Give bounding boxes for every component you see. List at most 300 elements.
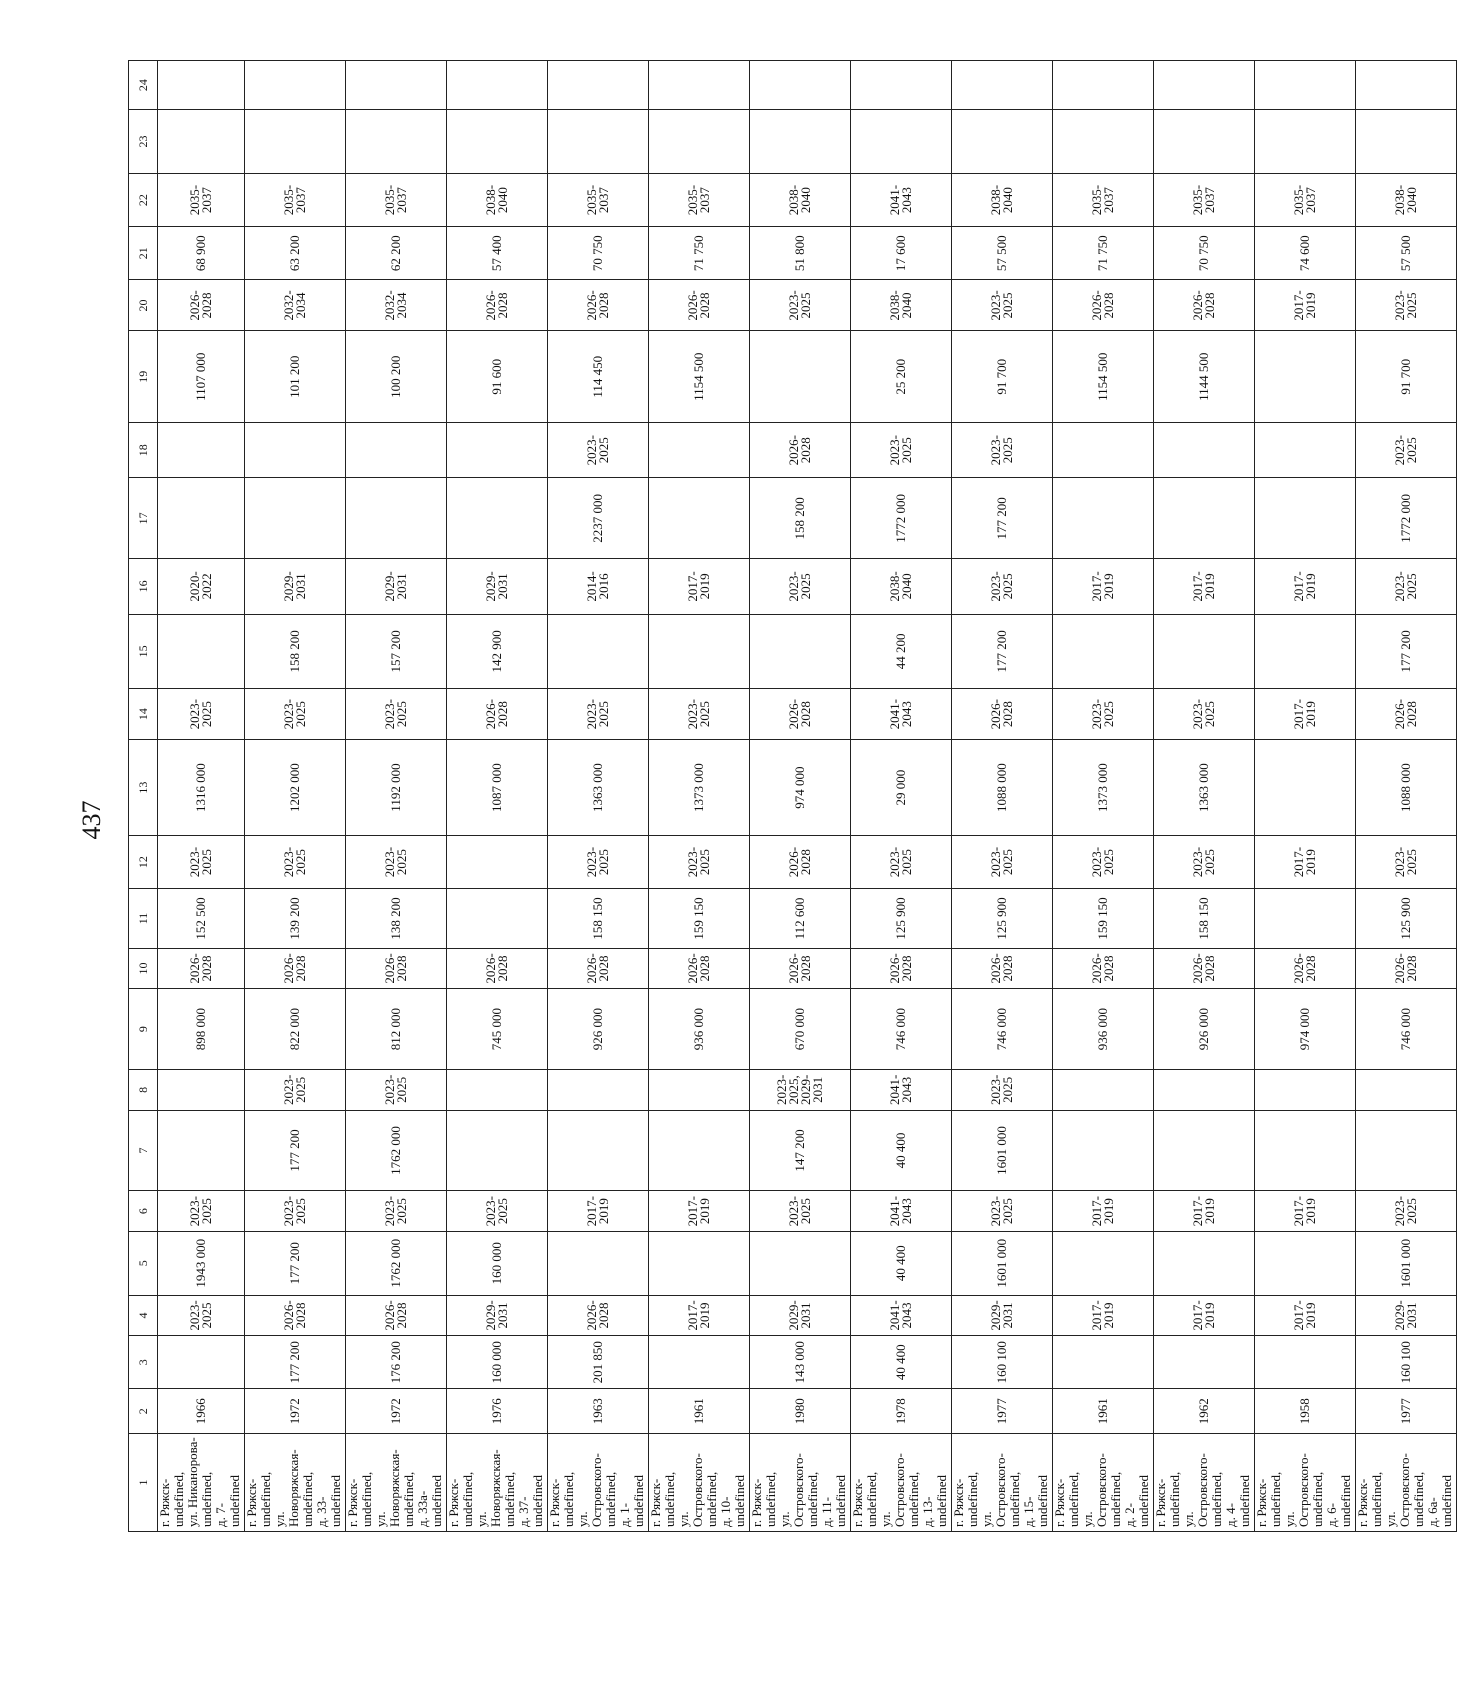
cell-col-11: 125 900	[851, 889, 952, 949]
cell-col-10: 2026- 2028	[245, 948, 346, 988]
cell-col-2: 1958	[1255, 1389, 1356, 1434]
cell-col-7: 40 400	[851, 1110, 952, 1191]
cell-col-12: 2023- 2025	[1053, 835, 1154, 888]
cell-col-22: 2041- 2043	[851, 173, 952, 226]
cell-col-8	[548, 1070, 649, 1110]
cell-col-24	[750, 61, 851, 110]
cell-col-5	[548, 1231, 649, 1295]
cell-col-16: 2020- 2022	[158, 559, 245, 614]
cell-col-9: 936 000	[649, 989, 750, 1070]
column-number-11: 11	[129, 889, 158, 949]
cell-col-21: 63 200	[245, 227, 346, 280]
cell-col-11: 125 900	[1356, 889, 1457, 949]
column-number-3: 3	[129, 1336, 158, 1389]
cell-col-12: 2023- 2025	[1356, 835, 1457, 888]
cell-col-14: 2023- 2025	[548, 689, 649, 740]
table-row	[952, 61, 1053, 1532]
address-cell: г. Ряжск- undefined, ул. Новоряжская- undefined, д. 33а- undefined	[346, 1434, 447, 1532]
cell-col-9: 926 000	[1154, 989, 1255, 1070]
cell-col-11: 139 200	[245, 889, 346, 949]
cell-col-24	[1154, 61, 1255, 110]
cell-col-7	[447, 1110, 548, 1191]
cell-col-15: 158 200	[245, 614, 346, 689]
cell-col-17	[1154, 478, 1255, 559]
cell-col-15: 44 200	[851, 614, 952, 689]
cell-col-10: 2026- 2028	[548, 948, 649, 988]
address-cell: г. Ряжск- undefined, ул. Островского- undefined, д. 4- undefined	[1154, 1434, 1255, 1532]
cell-col-15	[1255, 614, 1356, 689]
cell-col-13: 1087 000	[447, 740, 548, 836]
cell-col-6: 2017- 2019	[548, 1191, 649, 1231]
cell-col-15	[1053, 614, 1154, 689]
address-cell: г. Ряжск- undefined, ул. Островского- undefined, д. 6а- undefined	[1356, 1434, 1457, 1532]
cell-col-23	[1356, 110, 1457, 174]
cell-col-15	[1154, 614, 1255, 689]
column-number-18: 18	[129, 423, 158, 478]
column-number-23: 23	[129, 110, 158, 174]
cell-col-2: 1976	[447, 1389, 548, 1434]
cell-col-10: 2026- 2028	[1356, 948, 1457, 988]
cell-col-4: 2041- 2043	[851, 1295, 952, 1335]
cell-col-24	[245, 61, 346, 110]
cell-col-23	[245, 110, 346, 174]
cell-col-12: 2017- 2019	[1255, 835, 1356, 888]
cell-col-20: 2026- 2028	[1053, 280, 1154, 331]
cell-col-9: 898 000	[158, 989, 245, 1070]
cell-col-17	[1053, 478, 1154, 559]
data-table	[128, 60, 1457, 1532]
cell-col-17	[649, 478, 750, 559]
cell-col-23	[851, 110, 952, 174]
cell-col-17: 1772 000	[851, 478, 952, 559]
cell-col-5: 177 200	[245, 1231, 346, 1295]
cell-col-14: 2017- 2019	[1255, 689, 1356, 740]
cell-col-24	[158, 61, 245, 110]
cell-col-12: 2026- 2028	[750, 835, 851, 888]
cell-col-7: 147 200	[750, 1110, 851, 1191]
cell-col-4: 2023- 2025	[158, 1295, 245, 1335]
column-number-14: 14	[129, 689, 158, 740]
cell-col-16: 2023- 2025	[952, 559, 1053, 614]
cell-col-5	[649, 1231, 750, 1295]
address-cell: г. Ряжск- undefined, ул. Никанорова- undefined, д. 7- undefined	[158, 1434, 245, 1532]
cell-col-5: 1601 000	[952, 1231, 1053, 1295]
address-cell: г. Ряжск- undefined, ул. Островского- undefined, д. 6- undefined	[1255, 1434, 1356, 1532]
cell-col-5	[1053, 1231, 1154, 1295]
cell-col-18	[1255, 423, 1356, 478]
table-row	[245, 61, 346, 1532]
cell-col-13: 29 000	[851, 740, 952, 836]
table-row	[346, 61, 447, 1532]
cell-col-4: 2029- 2031	[750, 1295, 851, 1335]
cell-col-5	[1255, 1231, 1356, 1295]
cell-col-6: 2017- 2019	[1255, 1191, 1356, 1231]
cell-col-9: 936 000	[1053, 989, 1154, 1070]
cell-col-18: 2023- 2025	[1356, 423, 1457, 478]
cell-col-15: 177 200	[1356, 614, 1457, 689]
cell-col-15	[649, 614, 750, 689]
cell-col-3	[1154, 1336, 1255, 1389]
cell-col-24	[346, 61, 447, 110]
address-cell: г. Ряжск- undefined, ул. Новоряжская- undefined, д. 37- undefined	[447, 1434, 548, 1532]
cell-col-17: 2237 000	[548, 478, 649, 559]
cell-col-19: 100 200	[346, 331, 447, 423]
cell-col-23	[548, 110, 649, 174]
cell-col-8	[447, 1070, 548, 1110]
cell-col-5: 1943 000	[158, 1231, 245, 1295]
cell-col-12: 2023- 2025	[952, 835, 1053, 888]
cell-col-22: 2035- 2037	[158, 173, 245, 226]
cell-col-21: 57 400	[447, 227, 548, 280]
cell-col-12: 2023- 2025	[158, 835, 245, 888]
cell-col-17	[346, 478, 447, 559]
cell-col-11: 158 150	[548, 889, 649, 949]
table-row	[447, 61, 548, 1532]
cell-col-14: 2023- 2025	[1053, 689, 1154, 740]
column-number-9: 9	[129, 989, 158, 1070]
cell-col-22: 2038- 2040	[1356, 173, 1457, 226]
cell-col-6: 2017- 2019	[649, 1191, 750, 1231]
cell-col-20: 2032- 2034	[245, 280, 346, 331]
cell-col-2: 1966	[158, 1389, 245, 1434]
cell-col-11: 159 150	[1053, 889, 1154, 949]
cell-col-22: 2035- 2037	[346, 173, 447, 226]
cell-col-6: 2023- 2025	[1356, 1191, 1457, 1231]
column-number-2: 2	[129, 1389, 158, 1434]
cell-col-20: 2038- 2040	[851, 280, 952, 331]
cell-col-20: 2026- 2028	[548, 280, 649, 331]
cell-col-7	[548, 1110, 649, 1191]
cell-col-16: 2023- 2025	[1356, 559, 1457, 614]
cell-col-13: 1202 000	[245, 740, 346, 836]
cell-col-10: 2026- 2028	[447, 948, 548, 988]
column-number-22: 22	[129, 173, 158, 226]
cell-col-3: 160 000	[447, 1336, 548, 1389]
cell-col-9: 926 000	[548, 989, 649, 1070]
cell-col-18: 2023- 2025	[548, 423, 649, 478]
address-cell: г. Ряжск- undefined, ул. Новоряжская- undefined, д. 33- undefined	[245, 1434, 346, 1532]
cell-col-17: 158 200	[750, 478, 851, 559]
cell-col-4: 2026- 2028	[346, 1295, 447, 1335]
cell-col-8: 2023- 2025	[245, 1070, 346, 1110]
cell-col-20: 2026- 2028	[158, 280, 245, 331]
cell-col-16: 2038- 2040	[851, 559, 952, 614]
cell-col-12: 2023- 2025	[346, 835, 447, 888]
cell-col-19	[1255, 331, 1356, 423]
cell-col-7	[1154, 1110, 1255, 1191]
column-number-4: 4	[129, 1295, 158, 1335]
cell-col-9: 746 000	[952, 989, 1053, 1070]
cell-col-4: 2029- 2031	[1356, 1295, 1457, 1335]
cell-col-2: 1980	[750, 1389, 851, 1434]
cell-col-22: 2035- 2037	[1053, 173, 1154, 226]
cell-col-3: 201 850	[548, 1336, 649, 1389]
cell-col-16: 2029- 2031	[447, 559, 548, 614]
cell-col-2: 1977	[1356, 1389, 1457, 1434]
column-number-10: 10	[129, 948, 158, 988]
cell-col-7	[1356, 1110, 1457, 1191]
cell-col-18	[649, 423, 750, 478]
cell-col-7: 1762 000	[346, 1110, 447, 1191]
cell-col-10: 2026- 2028	[346, 948, 447, 988]
column-number-13: 13	[129, 740, 158, 836]
cell-col-21: 71 750	[649, 227, 750, 280]
cell-col-20: 2026- 2028	[649, 280, 750, 331]
cell-col-8	[649, 1070, 750, 1110]
cell-col-14: 2023- 2025	[245, 689, 346, 740]
cell-col-21: 17 600	[851, 227, 952, 280]
cell-col-7	[1255, 1110, 1356, 1191]
cell-col-3: 176 200	[346, 1336, 447, 1389]
cell-col-21: 74 600	[1255, 227, 1356, 280]
address-cell: г. Ряжск- undefined, ул. Островского- undefined, д. 15- undefined	[952, 1434, 1053, 1532]
cell-col-21: 51 800	[750, 227, 851, 280]
column-number-8: 8	[129, 1070, 158, 1110]
cell-col-18: 2026- 2028	[750, 423, 851, 478]
address-cell: г. Ряжск- undefined, ул. Островского- undefined, д. 10- undefined	[649, 1434, 750, 1532]
cell-col-21: 70 750	[1154, 227, 1255, 280]
cell-col-15: 157 200	[346, 614, 447, 689]
cell-col-11: 152 500	[158, 889, 245, 949]
cell-col-2: 1962	[1154, 1389, 1255, 1434]
cell-col-3: 160 100	[1356, 1336, 1457, 1389]
cell-col-8: 2023- 2025, 2029- 2031	[750, 1070, 851, 1110]
cell-col-22: 2035- 2037	[649, 173, 750, 226]
cell-col-6: 2023- 2025	[346, 1191, 447, 1231]
cell-col-9: 746 000	[1356, 989, 1457, 1070]
cell-col-14: 2023- 2025	[649, 689, 750, 740]
cell-col-4: 2017- 2019	[649, 1295, 750, 1335]
address-cell: г. Ряжск- undefined, ул. Островского- undefined, д. 13- undefined	[851, 1434, 952, 1532]
cell-col-3	[158, 1336, 245, 1389]
cell-col-24	[851, 61, 952, 110]
cell-col-6: 2041- 2043	[851, 1191, 952, 1231]
cell-col-16: 2017- 2019	[1154, 559, 1255, 614]
cell-col-10: 2026- 2028	[158, 948, 245, 988]
cell-col-8	[158, 1070, 245, 1110]
cell-col-24	[1053, 61, 1154, 110]
cell-col-15: 142 900	[447, 614, 548, 689]
cell-col-11: 159 150	[649, 889, 750, 949]
cell-col-17	[158, 478, 245, 559]
cell-col-19: 91 600	[447, 331, 548, 423]
cell-col-16: 2029- 2031	[346, 559, 447, 614]
cell-col-10: 2026- 2028	[1255, 948, 1356, 988]
cell-col-6: 2023- 2025	[952, 1191, 1053, 1231]
table-row	[649, 61, 750, 1532]
cell-col-15	[158, 614, 245, 689]
cell-col-18	[1154, 423, 1255, 478]
cell-col-19: 1154 500	[649, 331, 750, 423]
cell-col-9: 746 000	[851, 989, 952, 1070]
column-number-20: 20	[129, 280, 158, 331]
cell-col-2: 1961	[649, 1389, 750, 1434]
cell-col-11: 158 150	[1154, 889, 1255, 949]
cell-col-9: 974 000	[1255, 989, 1356, 1070]
cell-col-18	[1053, 423, 1154, 478]
cell-col-2: 1963	[548, 1389, 649, 1434]
cell-col-19: 1144 500	[1154, 331, 1255, 423]
cell-col-13: 974 000	[750, 740, 851, 836]
cell-col-24	[649, 61, 750, 110]
cell-col-13: 1363 000	[1154, 740, 1255, 836]
cell-col-13: 1088 000	[1356, 740, 1457, 836]
cell-col-23	[1255, 110, 1356, 174]
cell-col-21: 62 200	[346, 227, 447, 280]
cell-col-23	[1053, 110, 1154, 174]
cell-col-2: 1972	[346, 1389, 447, 1434]
cell-col-13: 1373 000	[1053, 740, 1154, 836]
cell-col-8	[1154, 1070, 1255, 1110]
cell-col-13: 1088 000	[952, 740, 1053, 836]
cell-col-20: 2023- 2025	[750, 280, 851, 331]
cell-col-21: 68 900	[158, 227, 245, 280]
cell-col-6: 2023- 2025	[158, 1191, 245, 1231]
address-cell: г. Ряжск- undefined, ул. Островского- undefined, д. 11- undefined	[750, 1434, 851, 1532]
cell-col-21: 57 500	[1356, 227, 1457, 280]
cell-col-6: 2023- 2025	[750, 1191, 851, 1231]
cell-col-8	[1053, 1070, 1154, 1110]
cell-col-17: 1772 000	[1356, 478, 1457, 559]
cell-col-19: 101 200	[245, 331, 346, 423]
cell-col-11: 138 200	[346, 889, 447, 949]
cell-col-18: 2023- 2025	[952, 423, 1053, 478]
cell-col-6: 2017- 2019	[1053, 1191, 1154, 1231]
cell-col-13: 1373 000	[649, 740, 750, 836]
cell-col-13: 1192 000	[346, 740, 447, 836]
cell-col-3: 160 100	[952, 1336, 1053, 1389]
table-row	[1255, 61, 1356, 1532]
cell-col-23	[158, 110, 245, 174]
cell-col-19: 1107 000	[158, 331, 245, 423]
column-number-24: 24	[129, 61, 158, 110]
cell-col-20: 2023- 2025	[1356, 280, 1457, 331]
cell-col-4: 2029- 2031	[447, 1295, 548, 1335]
cell-col-13: 1316 000	[158, 740, 245, 836]
cell-col-21: 71 750	[1053, 227, 1154, 280]
cell-col-3	[1255, 1336, 1356, 1389]
cell-col-10: 2026- 2028	[1053, 948, 1154, 988]
cell-col-16: 2017- 2019	[1053, 559, 1154, 614]
cell-col-4: 2026- 2028	[245, 1295, 346, 1335]
cell-col-23	[649, 110, 750, 174]
cell-col-15	[750, 614, 851, 689]
cell-col-6: 2017- 2019	[1154, 1191, 1255, 1231]
cell-col-3	[649, 1336, 750, 1389]
cell-col-5: 1601 000	[1356, 1231, 1457, 1295]
cell-col-12	[447, 835, 548, 888]
cell-col-18	[245, 423, 346, 478]
table-row	[1053, 61, 1154, 1532]
column-number-12: 12	[129, 835, 158, 888]
column-number-6: 6	[129, 1191, 158, 1231]
cell-col-17	[447, 478, 548, 559]
cell-col-19: 91 700	[952, 331, 1053, 423]
cell-col-20: 2026- 2028	[1154, 280, 1255, 331]
cell-col-12: 2023- 2025	[548, 835, 649, 888]
cell-col-12: 2023- 2025	[245, 835, 346, 888]
column-number-16: 16	[129, 559, 158, 614]
cell-col-22: 2038- 2040	[952, 173, 1053, 226]
cell-col-22: 2038- 2040	[447, 173, 548, 226]
cell-col-7	[158, 1110, 245, 1191]
header-row	[129, 61, 158, 1532]
cell-col-5: 40 400	[851, 1231, 952, 1295]
column-number-17: 17	[129, 478, 158, 559]
cell-col-24	[548, 61, 649, 110]
cell-col-5	[750, 1231, 851, 1295]
cell-col-2: 1961	[1053, 1389, 1154, 1434]
cell-col-14: 2026- 2028	[447, 689, 548, 740]
cell-col-4: 2017- 2019	[1154, 1295, 1255, 1335]
cell-col-20: 2032- 2034	[346, 280, 447, 331]
cell-col-7: 1601 000	[952, 1110, 1053, 1191]
cell-col-5: 1762 000	[346, 1231, 447, 1295]
cell-col-19: 114 450	[548, 331, 649, 423]
cell-col-3: 143 000	[750, 1336, 851, 1389]
table-row	[548, 61, 649, 1532]
cell-col-5: 160 000	[447, 1231, 548, 1295]
cell-col-3	[1053, 1336, 1154, 1389]
cell-col-18	[158, 423, 245, 478]
cell-col-16: 2017- 2019	[1255, 559, 1356, 614]
cell-col-15	[548, 614, 649, 689]
cell-col-14: 2026- 2028	[750, 689, 851, 740]
cell-col-10: 2026- 2028	[1154, 948, 1255, 988]
cell-col-8: 2023- 2025	[346, 1070, 447, 1110]
cell-col-20: 2026- 2028	[447, 280, 548, 331]
cell-col-10: 2026- 2028	[649, 948, 750, 988]
cell-col-10: 2026- 2028	[750, 948, 851, 988]
cell-col-2: 1977	[952, 1389, 1053, 1434]
cell-col-10: 2026- 2028	[952, 948, 1053, 988]
cell-col-14: 2023- 2025	[158, 689, 245, 740]
cell-col-9: 812 000	[346, 989, 447, 1070]
cell-col-22: 2035- 2037	[245, 173, 346, 226]
column-number-7: 7	[129, 1110, 158, 1191]
cell-col-3: 177 200	[245, 1336, 346, 1389]
cell-col-8	[1255, 1070, 1356, 1110]
cell-col-12: 2023- 2025	[851, 835, 952, 888]
cell-col-20: 2023- 2025	[952, 280, 1053, 331]
cell-col-20: 2017- 2019	[1255, 280, 1356, 331]
cell-col-11: 125 900	[952, 889, 1053, 949]
cell-col-18	[346, 423, 447, 478]
cell-col-19: 1154 500	[1053, 331, 1154, 423]
cell-col-2: 1972	[245, 1389, 346, 1434]
cell-col-24	[1255, 61, 1356, 110]
cell-col-18: 2023- 2025	[851, 423, 952, 478]
cell-col-19	[750, 331, 851, 423]
cell-col-14: 2023- 2025	[1154, 689, 1255, 740]
cell-col-17: 177 200	[952, 478, 1053, 559]
cell-col-10: 2026- 2028	[851, 948, 952, 988]
cell-col-15: 177 200	[952, 614, 1053, 689]
table-row	[158, 61, 245, 1532]
table-wrapper	[128, 60, 1454, 1532]
cell-col-16: 2023- 2025	[750, 559, 851, 614]
table-row	[1356, 61, 1457, 1532]
cell-col-13: 1363 000	[548, 740, 649, 836]
cell-col-23	[1154, 110, 1255, 174]
address-cell: г. Ряжск- undefined, ул. Островского- undefined, д. 2- undefined	[1053, 1434, 1154, 1532]
column-number-21: 21	[129, 227, 158, 280]
cell-col-16: 2029- 2031	[245, 559, 346, 614]
cell-col-23	[447, 110, 548, 174]
cell-col-14: 2026- 2028	[952, 689, 1053, 740]
cell-col-7	[649, 1110, 750, 1191]
cell-col-2: 1978	[851, 1389, 952, 1434]
